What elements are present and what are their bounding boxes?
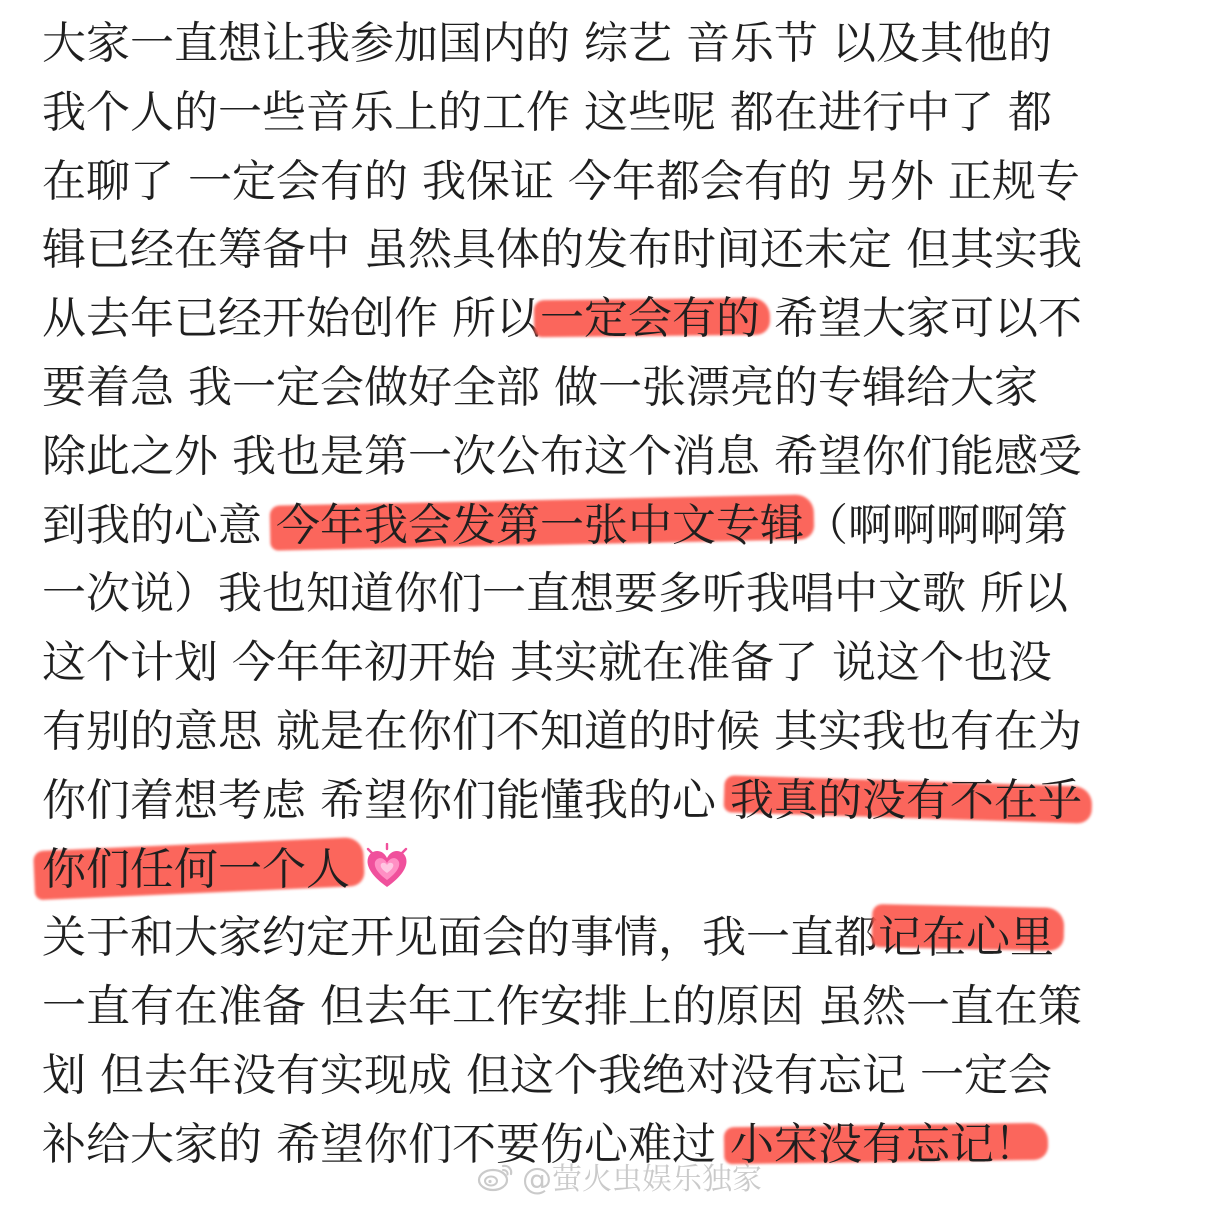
highlighted-phrase: 记在心里 xyxy=(878,912,1054,964)
text-line xyxy=(42,79,1172,148)
line-text: 一次说）我也知道你们一直想要多听我唱中文歌 所以 xyxy=(42,568,1068,620)
text-line xyxy=(42,560,1172,629)
text-line xyxy=(42,285,1172,354)
text-line xyxy=(42,216,1172,285)
text-line xyxy=(42,10,1172,79)
highlighted-phrase: 我真的没有不在乎 xyxy=(729,774,1082,826)
text-line xyxy=(42,1042,1172,1111)
line-text: 在聊了 一定会有的 我保证 今年都会有的 另外 正规专 xyxy=(42,155,1080,207)
line-text: 关于和大家约定开见面会的事情，我一直都 xyxy=(42,912,878,964)
text-line xyxy=(42,698,1172,767)
line-text: 除此之外 我也是第一次公布这个消息 希望你们能感受 xyxy=(42,430,1082,482)
highlighted-phrase: 一定会有的 xyxy=(540,293,760,345)
line-text: （啊啊啊啊第 xyxy=(804,499,1068,551)
highlighted-phrase: 今年我会发第一张中文专辑 xyxy=(276,499,804,551)
line-text: 要着急 我一定会做好全部 做一张漂亮的专辑给大家 xyxy=(42,361,1038,413)
weibo-icon xyxy=(476,1160,516,1192)
watermark-text: @萤火虫娱乐独家 xyxy=(522,1162,762,1197)
text-line xyxy=(42,492,1172,561)
line-text: 这个计划 今年年初开始 其实就在准备了 说这个也没 xyxy=(42,637,1052,689)
note-text xyxy=(42,10,1172,1180)
text-line xyxy=(42,836,1172,905)
line-text: 到我的心意 xyxy=(42,499,276,551)
line-text: 划 但去年没有实现成 但这个我绝对没有忘记 一定会 xyxy=(42,1049,1052,1101)
line-text: 希望大家可以不 xyxy=(760,293,1082,345)
text-line xyxy=(42,148,1172,217)
line-text: 一直有在准备 但去年工作安排上的原因 虽然一直在策 xyxy=(42,981,1082,1033)
text-line xyxy=(42,904,1172,973)
line-text: 你们着想考虑 希望你们能懂我的心 xyxy=(42,774,730,826)
line-text: 补给大家的 希望你们不要伤心难过 xyxy=(42,1118,730,1170)
watermark xyxy=(476,1154,762,1198)
highlighted-phrase: 你们任何一个人 xyxy=(42,843,350,895)
line-text: 有别的意思 就是在你们不知道的时候 其实我也有在为 xyxy=(42,705,1082,757)
text-line xyxy=(42,973,1172,1042)
line-text: 从去年已经开始创作 所以 xyxy=(42,293,540,345)
text-line xyxy=(42,354,1172,423)
text-line xyxy=(42,423,1172,492)
text-line xyxy=(42,629,1172,698)
line-text: 大家一直想让我参加国内的 综艺 音乐节 以及其他的 xyxy=(42,18,1052,69)
line-text: 我个人的一些音乐上的工作 这些呢 都在进行中了 都 xyxy=(42,86,1052,138)
text-line xyxy=(42,767,1172,836)
growing-heart-icon xyxy=(362,843,412,893)
line-text: 辑已经在筹备中 虽然具体的发布时间还未定 但其实我 xyxy=(42,224,1082,276)
highlighted-phrase: 小宋没有忘记！ xyxy=(729,1118,1038,1170)
